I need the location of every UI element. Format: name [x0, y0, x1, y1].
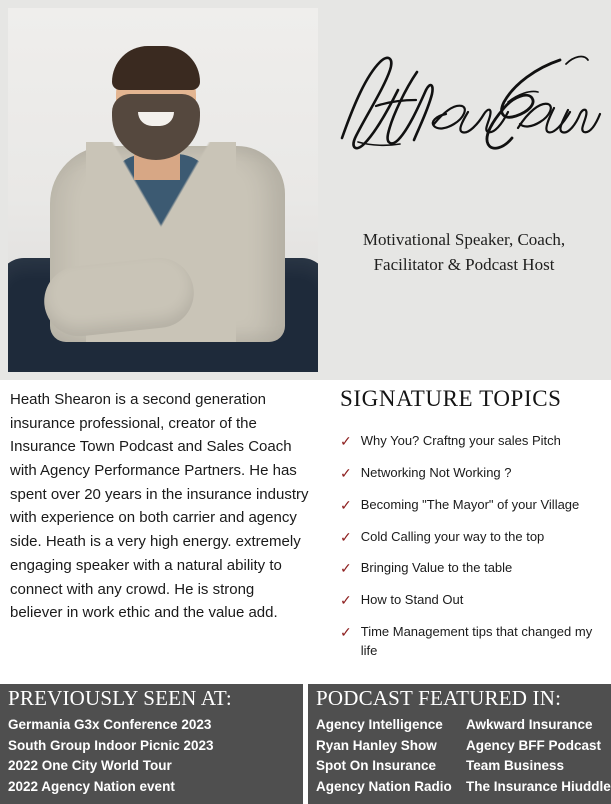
- topic-item: [340, 464, 608, 483]
- topic-item: [340, 591, 608, 610]
- subtitle-line-1: Motivational Speaker, Coach,: [362, 230, 566, 249]
- topic-item: [340, 432, 608, 451]
- podcast-featured-list: [308, 713, 611, 797]
- list-item: 2022 One City World Tour: [8, 758, 172, 774]
- topic-label: Networking Not Working ?: [360, 464, 512, 480]
- podcast-featured-panel: [308, 684, 611, 804]
- list-item: Agency Nation Radio: [316, 778, 452, 794]
- topic-item: [340, 623, 608, 661]
- header-section: [0, 0, 611, 380]
- topic-label: Time Management tips that changed my life: [360, 624, 593, 658]
- list-item: Spot On Insurance: [316, 758, 437, 774]
- topic-item: [340, 528, 608, 547]
- topic-item: [340, 559, 608, 578]
- topic-label: Cold Calling your way to the top: [360, 528, 545, 544]
- signature-logo: [322, 46, 604, 166]
- person-figure: [42, 42, 292, 342]
- list-item: Germania G3x Conference 2023: [8, 717, 212, 732]
- bio-paragraph: Heath Shearon is a second generation insurance professional, creator of the Insurance Town Podcast and Sales Coach with Agency Performance Partners. He has spent over 20 years in the insurance industry with experience on both carrier and agency side. Heath is a very high energy. extremely engaging speaker with a natural ability to connect with any crowd. He is strong believer in work ethic and the value add.: [10, 391, 309, 622]
- topic-label: Why You? Craftng your sales Pitch: [360, 433, 561, 448]
- checkmark-icon: ✓: [340, 464, 352, 481]
- previously-seen-panel: [0, 684, 303, 804]
- topic-label: Bringing Value to the table: [360, 560, 513, 576]
- speaker-subtitle: [322, 228, 606, 277]
- checkmark-icon: ✓: [340, 624, 352, 641]
- list-item: South Group Indoor Picnic 2023: [8, 737, 214, 753]
- topic-label: How to Stand Out: [360, 592, 464, 608]
- list-item: Ryan Hanley Show: [316, 737, 437, 753]
- list-item: The Insurance Hiuddle: [466, 778, 611, 794]
- speaker-photo: [8, 8, 318, 372]
- checkmark-icon: ✓: [340, 496, 352, 513]
- hair-shape: [112, 46, 200, 90]
- list-item: 2022 Agency Nation event: [8, 778, 175, 794]
- previously-seen-list: [0, 713, 303, 797]
- previously-seen-title: PREVIOUSLY SEEN AT:: [8, 686, 232, 710]
- list-item: Awkward Insurance: [466, 717, 593, 732]
- checkmark-icon: ✓: [340, 433, 352, 449]
- checkmark-icon: ✓: [340, 592, 352, 609]
- topic-item: [340, 496, 608, 515]
- list-item: Agency Intelligence: [316, 717, 443, 732]
- checkmark-icon: ✓: [340, 560, 352, 577]
- list-item: Team Business: [466, 758, 565, 774]
- list-item: Agency BFF Podcast: [466, 737, 602, 753]
- subtitle-line-2: Facilitator & Podcast Host: [373, 254, 555, 274]
- topic-label: Becoming "The Mayor" of your Village: [360, 496, 580, 512]
- signature-topics-list: [340, 432, 608, 674]
- signature-topics-title: SIGNATURE TOPICS: [340, 386, 562, 411]
- podcast-featured-title: PODCAST FEATURED IN:: [316, 686, 562, 710]
- checkmark-icon: ✓: [340, 528, 352, 545]
